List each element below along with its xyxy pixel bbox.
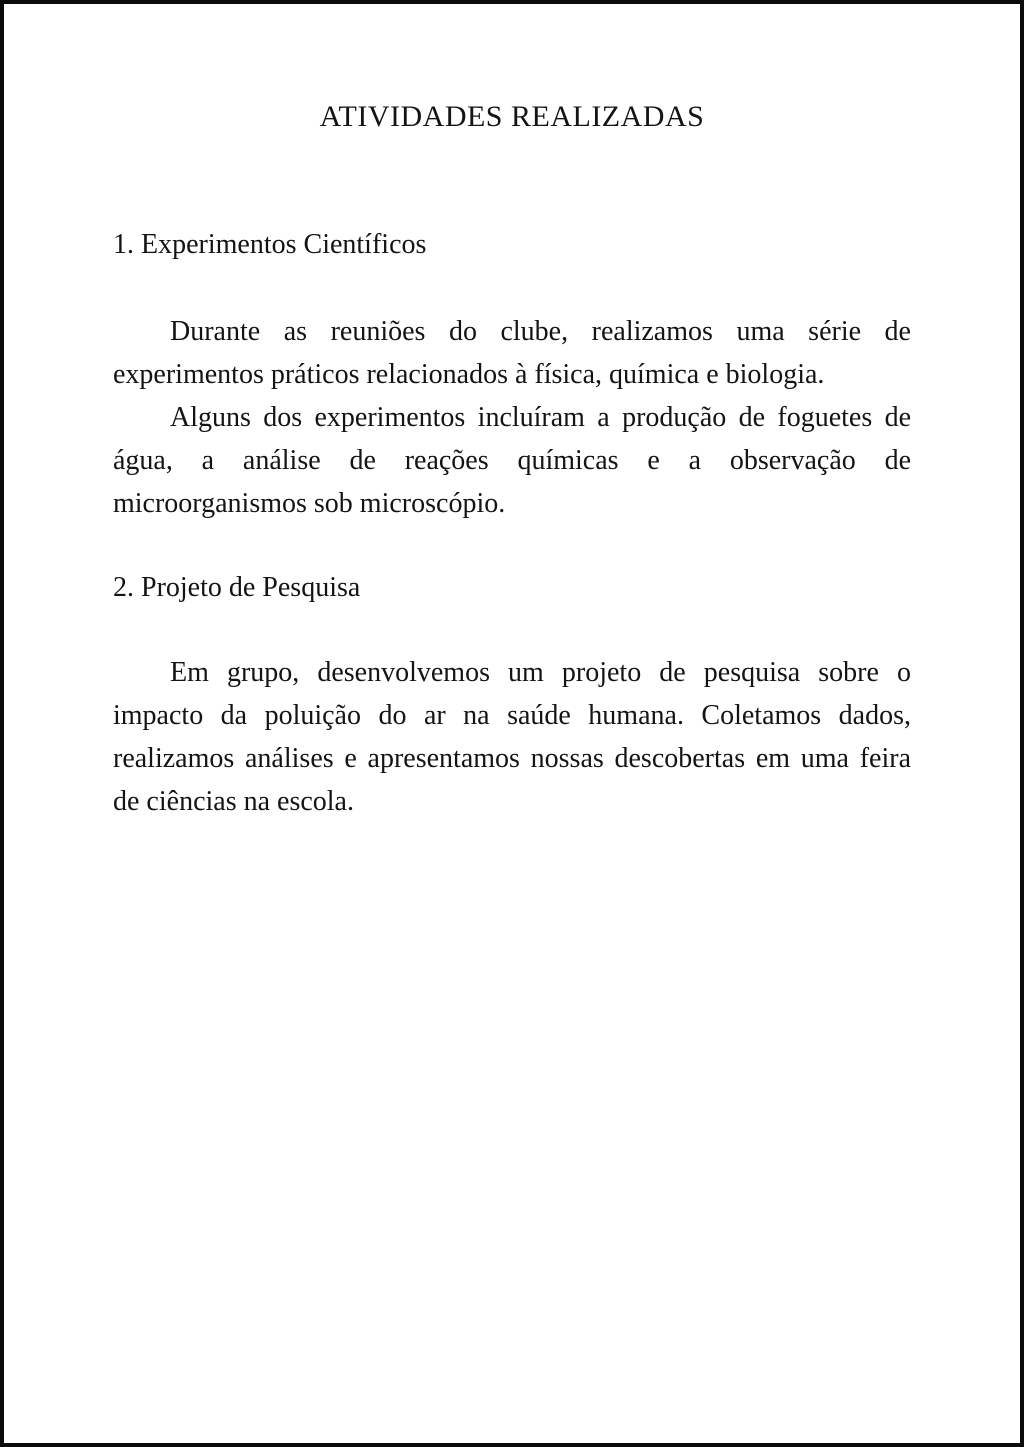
paragraph: Em grupo, desenvolvemos um projeto de pesquisa sobre o impacto da poluição do ar na saúde humana. Coletamos dados, realizamos análises e apresentamos nossas descobertas em uma feira de ciências na escola. <box>113 657 911 817</box>
section-heading-projeto: 2. Projeto de Pesquisa <box>113 572 361 603</box>
section-heading-experimentos: 1. Experimentos Científicos <box>113 229 427 260</box>
document-content <box>4 95 1020 823</box>
paragraph: Alguns dos experimentos incluíram a produção de foguetes de água, a análise de reações químicas e a observação de microorganismos sob microscópio. <box>113 402 911 519</box>
page-title: ATIVIDADES REALIZADAS <box>319 100 705 133</box>
paragraph: Durante as reuniões do clube, realizamos uma série de experimentos práticos relacionados à física, química e biologia. <box>113 316 911 390</box>
